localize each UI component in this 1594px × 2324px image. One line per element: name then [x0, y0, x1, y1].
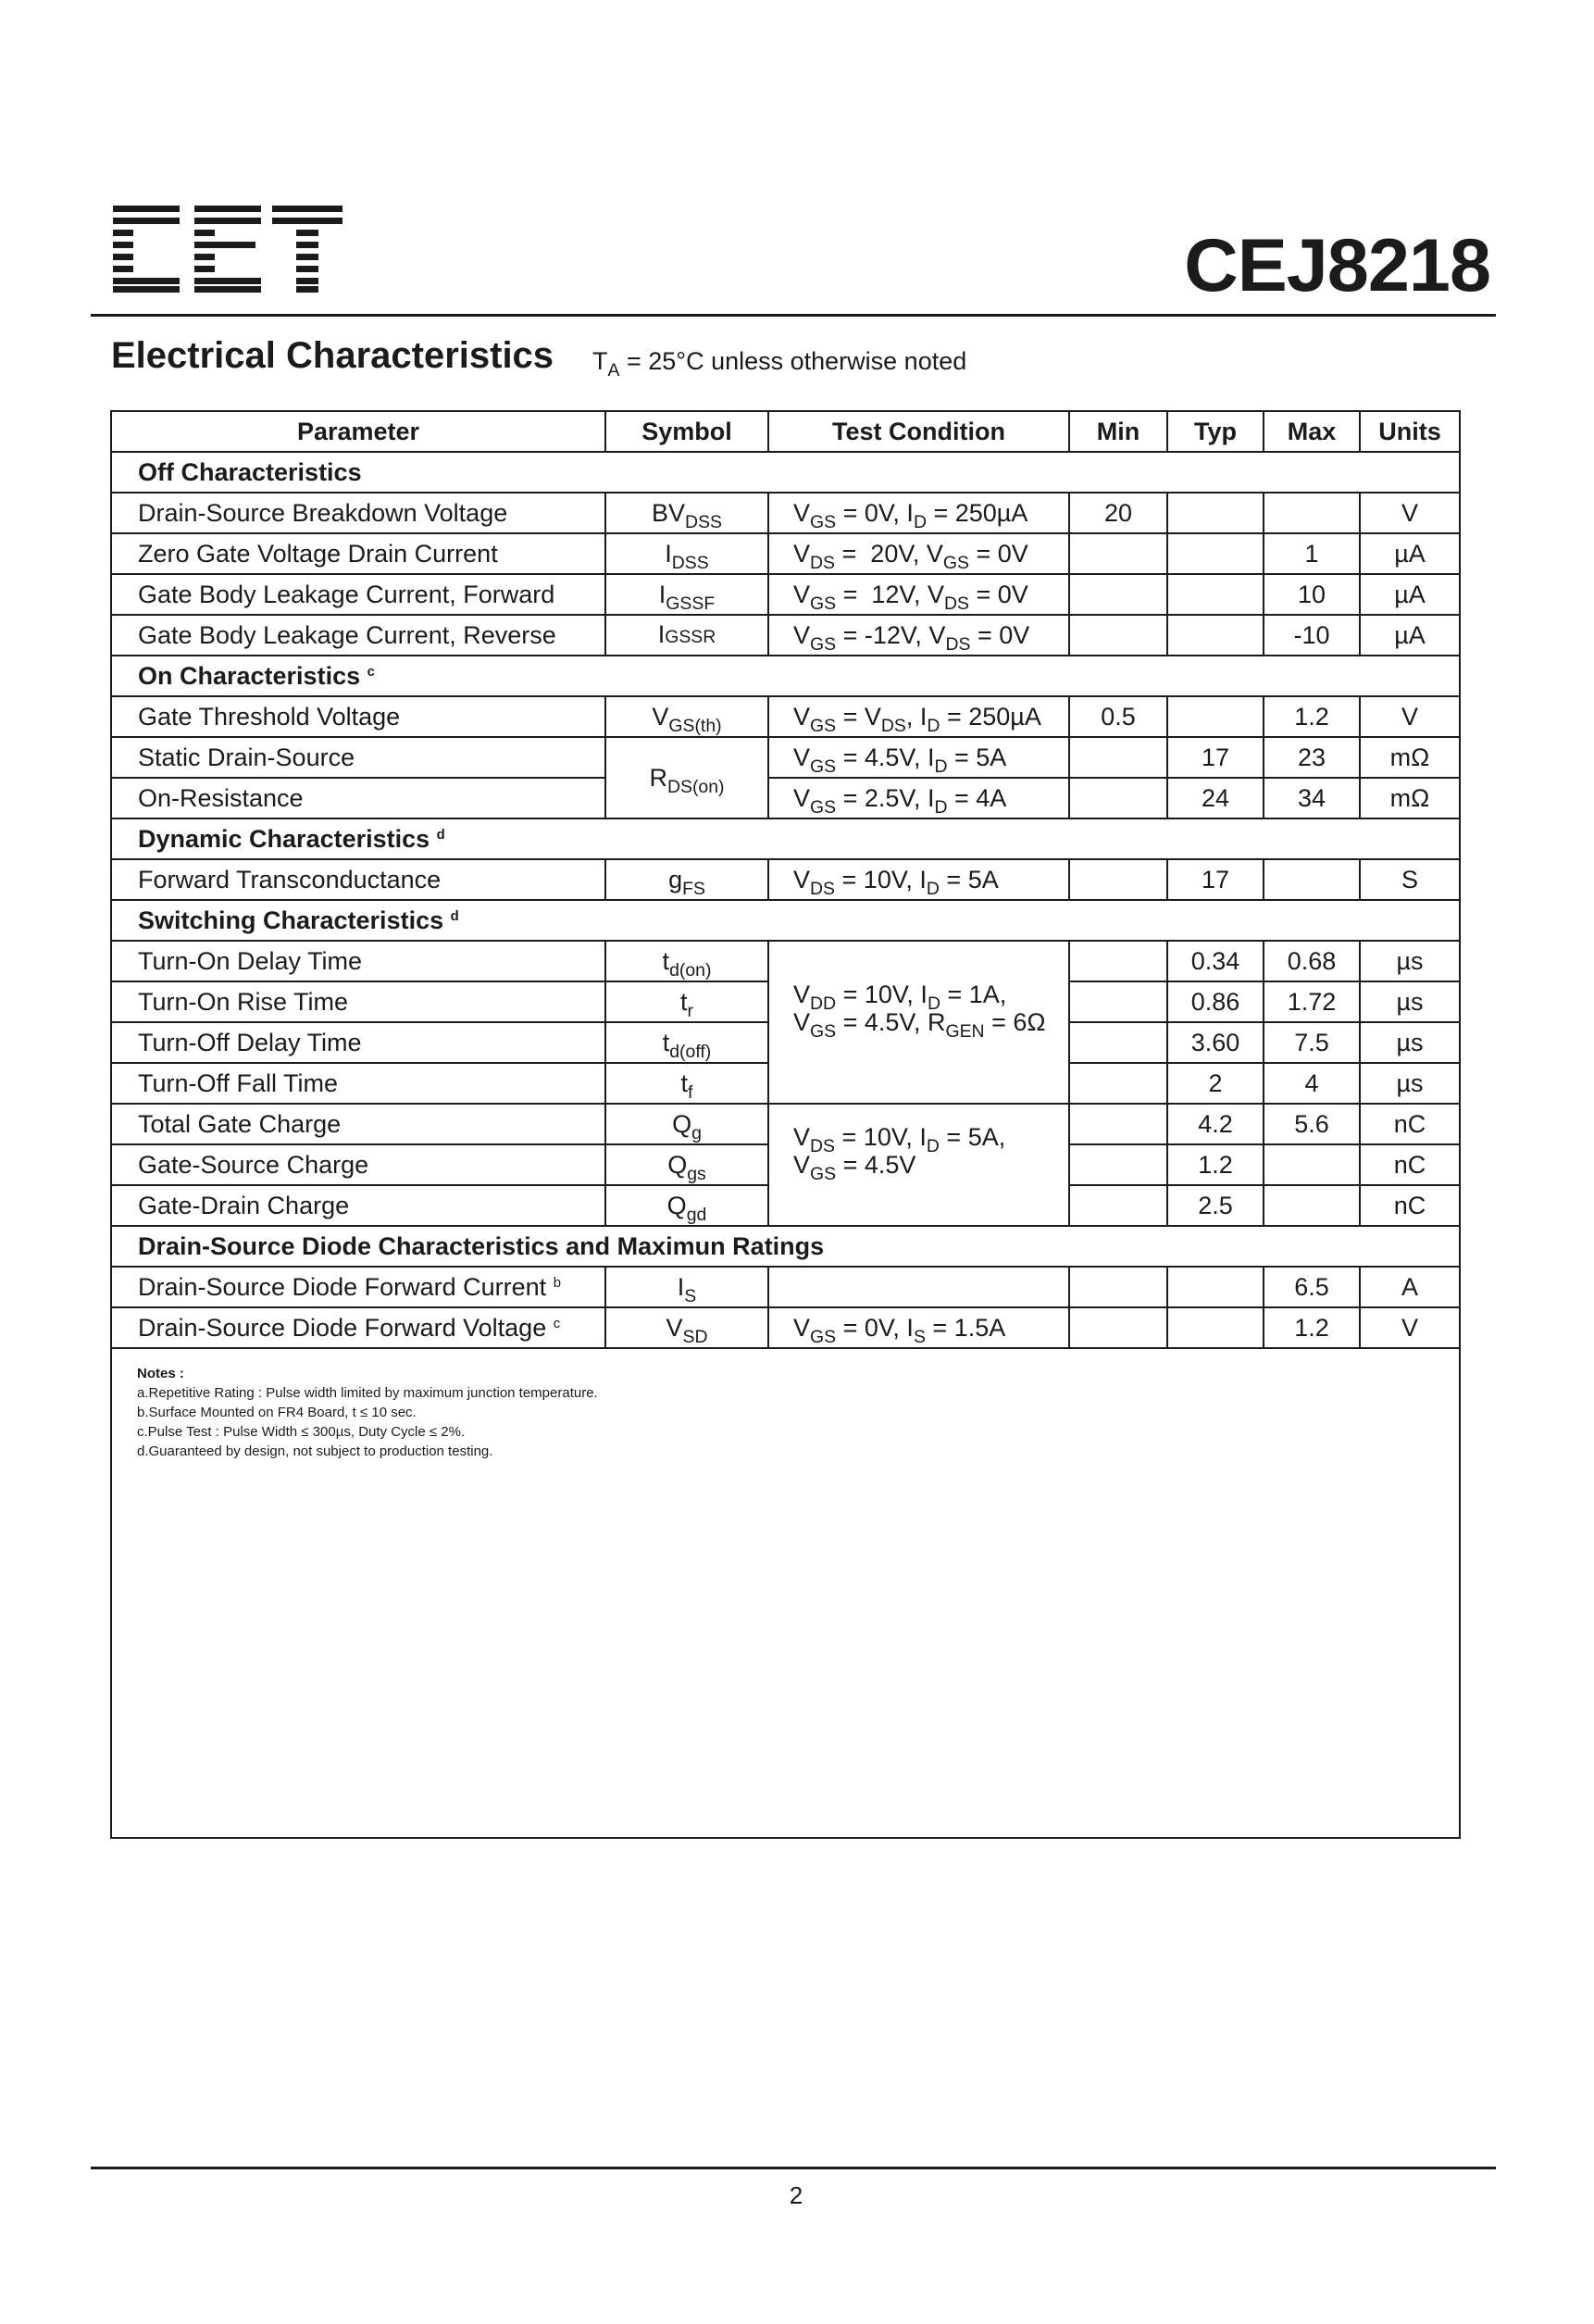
min-cell — [1069, 574, 1167, 615]
off-characteristics-title: Off Characteristics — [111, 452, 1460, 493]
section-row — [111, 452, 1460, 493]
symbol-cell: $I_{DSS}$ — [605, 533, 768, 574]
table-row — [111, 615, 1460, 656]
symbol-cell: $I_S$ — [605, 1267, 768, 1307]
condition-cell: $V_{DS} = 10V$, $I_D = 5A$ — [768, 859, 1069, 900]
param-cell: Drain-Source Breakdown Voltage — [111, 493, 605, 533]
footer-rule — [91, 2167, 1496, 2169]
min-cell — [1069, 1104, 1167, 1144]
min-cell — [1069, 1267, 1167, 1307]
section-row — [111, 818, 1460, 859]
note-item: a.Repetitive Rating : Pulse width limited by maximum junction temperature. — [137, 1385, 598, 1401]
param-cell: Zero Gate Voltage Drain Current — [111, 533, 605, 574]
min-cell — [1069, 737, 1167, 778]
notes-title: Notes : — [137, 1366, 184, 1381]
unit-cell: nC — [1360, 1144, 1460, 1185]
table-row — [111, 1307, 1460, 1348]
typ-cell: 17 — [1167, 859, 1264, 900]
min-cell — [1069, 1022, 1167, 1063]
symbol-cell: $R_{DS(on)}$ — [605, 737, 768, 818]
table-row — [111, 737, 1460, 778]
typ-cell: 1.2 — [1167, 1144, 1264, 1185]
header-symbol: Symbol — [605, 411, 768, 452]
min-cell — [1069, 533, 1167, 574]
unit-cell: S — [1360, 859, 1460, 900]
table-row — [111, 859, 1460, 900]
min-cell — [1069, 1063, 1167, 1104]
unit-cell: µA — [1360, 533, 1460, 574]
electrical-characteristics-table — [110, 410, 1461, 1349]
param-cell: Gate Body Leakage Current, Reverse — [111, 615, 605, 656]
param-cell: Gate-Drain Charge — [111, 1185, 605, 1226]
table-row — [111, 1267, 1460, 1307]
logo-graphic — [113, 206, 342, 293]
min-cell — [1069, 941, 1167, 981]
note-item: d.Guaranteed by design, not subject to production testing. — [137, 1443, 493, 1459]
typ-cell — [1167, 696, 1264, 737]
typ-cell: 2.5 — [1167, 1185, 1264, 1226]
condition-cell: $V_{GS} = 0V$, $I_D = 250\mu A$ — [768, 493, 1069, 533]
min-cell — [1069, 1307, 1167, 1348]
max-cell: 1.2 — [1264, 696, 1360, 737]
page-number: 2 — [789, 2181, 803, 2209]
max-cell: -10 — [1264, 615, 1360, 656]
max-cell — [1264, 493, 1360, 533]
unit-cell: µA — [1360, 615, 1460, 656]
max-cell — [1264, 1185, 1360, 1226]
symbol-cell: $I_{GSSF}$ — [605, 574, 768, 615]
max-cell: 23 — [1264, 737, 1360, 778]
max-cell: 4 — [1264, 1063, 1360, 1104]
typ-cell — [1167, 1267, 1264, 1307]
symbol-cell: $Q_{gs}$ — [605, 1144, 768, 1185]
unit-cell: nC — [1360, 1104, 1460, 1144]
symbol-cell: IGSSR — [605, 615, 768, 656]
condition-text: = 25°C unless otherwise noted — [619, 347, 967, 375]
unit-cell: V — [1360, 1307, 1460, 1348]
param-cell: On-Resistance — [111, 778, 605, 818]
min-cell — [1069, 615, 1167, 656]
param-cell: Total Gate Charge — [111, 1104, 605, 1144]
param-cell: Turn-Off Fall Time — [111, 1063, 605, 1104]
symbol-cell: $Q_g$ — [605, 1104, 768, 1144]
param-cell: Turn-On Delay Time — [111, 941, 605, 981]
unit-cell: µs — [1360, 981, 1460, 1022]
table-row — [111, 493, 1460, 533]
typ-cell: 24 — [1167, 778, 1264, 818]
min-cell — [1069, 778, 1167, 818]
param-cell: Drain-Source Diode Forward Voltage $^c$ — [111, 1307, 605, 1348]
min-cell — [1069, 1144, 1167, 1185]
unit-cell: nC — [1360, 1185, 1460, 1226]
condition-cell: $V_{GS} = -12V$, $V_{DS} = 0V$ — [768, 615, 1069, 656]
max-cell: 10 — [1264, 574, 1360, 615]
typ-cell: 4.2 — [1167, 1104, 1264, 1144]
max-cell: 6.5 — [1264, 1267, 1360, 1307]
condition-cell: $V_{DS} = 10V$, $I_D = 5A$, $V_{GS} = 4.5V$ — [768, 1104, 1069, 1226]
max-cell: 1 — [1264, 533, 1360, 574]
symbol-cell: $V_{SD}$ — [605, 1307, 768, 1348]
unit-cell: µs — [1360, 941, 1460, 981]
condition-cell: $V_{GS} = 12V$, $V_{DS} = 0V$ — [768, 574, 1069, 615]
min-cell: 0.5 — [1069, 696, 1167, 737]
header-parameter: Parameter — [111, 411, 605, 452]
symbol-cell: $V_{GS(th)}$ — [605, 696, 768, 737]
diode-characteristics-title: Drain-Source Diode Characteristics and Maximun Ratings — [111, 1226, 1460, 1267]
param-cell: Drain-Source Diode Forward Current $^b$ — [111, 1267, 605, 1307]
typ-cell: 3.60 — [1167, 1022, 1264, 1063]
condition-cell: $V_{GS} = 4.5V$, $I_D = 5A$ — [768, 737, 1069, 778]
unit-cell: V — [1360, 493, 1460, 533]
symbol-cell: $t_r$ — [605, 981, 768, 1022]
max-cell — [1264, 859, 1360, 900]
on-characteristics-title: On Characteristics $^c$ — [111, 656, 1460, 696]
table-row — [111, 533, 1460, 574]
notes — [137, 1364, 598, 1461]
note-item: c.Pulse Test : Pulse Width ≤ 300µs, Duty Cycle ≤ 2%. — [137, 1424, 466, 1440]
min-cell: 20 — [1069, 493, 1167, 533]
min-cell — [1069, 1185, 1167, 1226]
condition-cell — [768, 1267, 1069, 1307]
symbol-cell: $BV_{DSS}$ — [605, 493, 768, 533]
unit-cell: µs — [1360, 1063, 1460, 1104]
header-min: Min — [1069, 411, 1167, 452]
typ-cell — [1167, 1307, 1264, 1348]
switching-characteristics-title: Switching Characteristics $^d$ — [111, 900, 1460, 941]
unit-cell: A — [1360, 1267, 1460, 1307]
condition-cell: $V_{GS} = V_{DS}$, $I_D = 250\mu A$ — [768, 696, 1069, 737]
condition-cell: $V_{DS} = 20V$, $V_{GS} = 0V$ — [768, 533, 1069, 574]
typ-cell: 2 — [1167, 1063, 1264, 1104]
header-max: Max — [1264, 411, 1360, 452]
typ-cell — [1167, 493, 1264, 533]
condition-cell: $V_{DD} = 10V$, $I_D = 1A$, $V_{GS} = 4.5V$, $R_{GEN} = 6\Omega$ — [768, 941, 1069, 1104]
table-row — [111, 1104, 1460, 1144]
param-cell: Turn-Off Delay Time — [111, 1022, 605, 1063]
unit-cell: V — [1360, 696, 1460, 737]
param-cell: Forward Transconductance — [111, 859, 605, 900]
param-cell: Turn-On Rise Time — [111, 981, 605, 1022]
note-item: b.Surface Mounted on FR4 Board, t ≤ 10 sec. — [137, 1405, 417, 1420]
typ-cell: 17 — [1167, 737, 1264, 778]
typ-cell: 0.86 — [1167, 981, 1264, 1022]
table-row — [111, 778, 1460, 818]
unit-cell: mΩ — [1360, 778, 1460, 818]
max-cell: 0.68 — [1264, 941, 1360, 981]
symbol-cell: $t_f$ — [605, 1063, 768, 1104]
table-row — [111, 941, 1460, 981]
min-cell — [1069, 859, 1167, 900]
max-cell: 1.2 — [1264, 1307, 1360, 1348]
symbol-cell: $Q_{gd}$ — [605, 1185, 768, 1226]
max-cell — [1264, 1144, 1360, 1185]
cet-logo — [113, 206, 342, 293]
max-cell: 5.6 — [1264, 1104, 1360, 1144]
table-row — [111, 696, 1460, 737]
header-units: Units — [1360, 411, 1460, 452]
max-cell: 34 — [1264, 778, 1360, 818]
header-rule — [91, 314, 1496, 317]
part-number: CEJ8218 — [1184, 224, 1490, 307]
section-row — [111, 1226, 1460, 1267]
param-cell: Gate Threshold Voltage — [111, 696, 605, 737]
condition-cell: $V_{GS} = 2.5V$, $I_D = 4A$ — [768, 778, 1069, 818]
header-typ: Typ — [1167, 411, 1264, 452]
unit-cell: µA — [1360, 574, 1460, 615]
typ-cell — [1167, 615, 1264, 656]
header-test-condition: Test Condition — [768, 411, 1069, 452]
symbol-cell: $t_{d(off)}$ — [605, 1022, 768, 1063]
typ-cell: 0.34 — [1167, 941, 1264, 981]
unit-cell: mΩ — [1360, 737, 1460, 778]
section-row — [111, 900, 1460, 941]
min-cell — [1069, 981, 1167, 1022]
condition-cell: $V_{GS} = 0V$, $I_S = 1.5A$ — [768, 1307, 1069, 1348]
param-cell: Static Drain-Source — [111, 737, 605, 778]
section-row — [111, 656, 1460, 696]
table-header-row — [111, 411, 1460, 452]
table-row — [111, 574, 1460, 615]
section-title: Electrical Characteristics — [111, 335, 554, 376]
typ-cell — [1167, 574, 1264, 615]
typ-cell — [1167, 533, 1264, 574]
max-cell: 7.5 — [1264, 1022, 1360, 1063]
symbol-cell: $g_{FS}$ — [605, 859, 768, 900]
max-cell: 1.72 — [1264, 981, 1360, 1022]
section-condition: $T_A = 25^\circ C$ unless otherwise noted — [592, 347, 967, 381]
symbol-cell: $t_{d(on)}$ — [605, 941, 768, 981]
param-cell: Gate Body Leakage Current, Forward — [111, 574, 605, 615]
dynamic-characteristics-title: Dynamic Characteristics $^d$ — [111, 818, 1460, 859]
param-cell: Gate-Source Charge — [111, 1144, 605, 1185]
unit-cell: µs — [1360, 1022, 1460, 1063]
